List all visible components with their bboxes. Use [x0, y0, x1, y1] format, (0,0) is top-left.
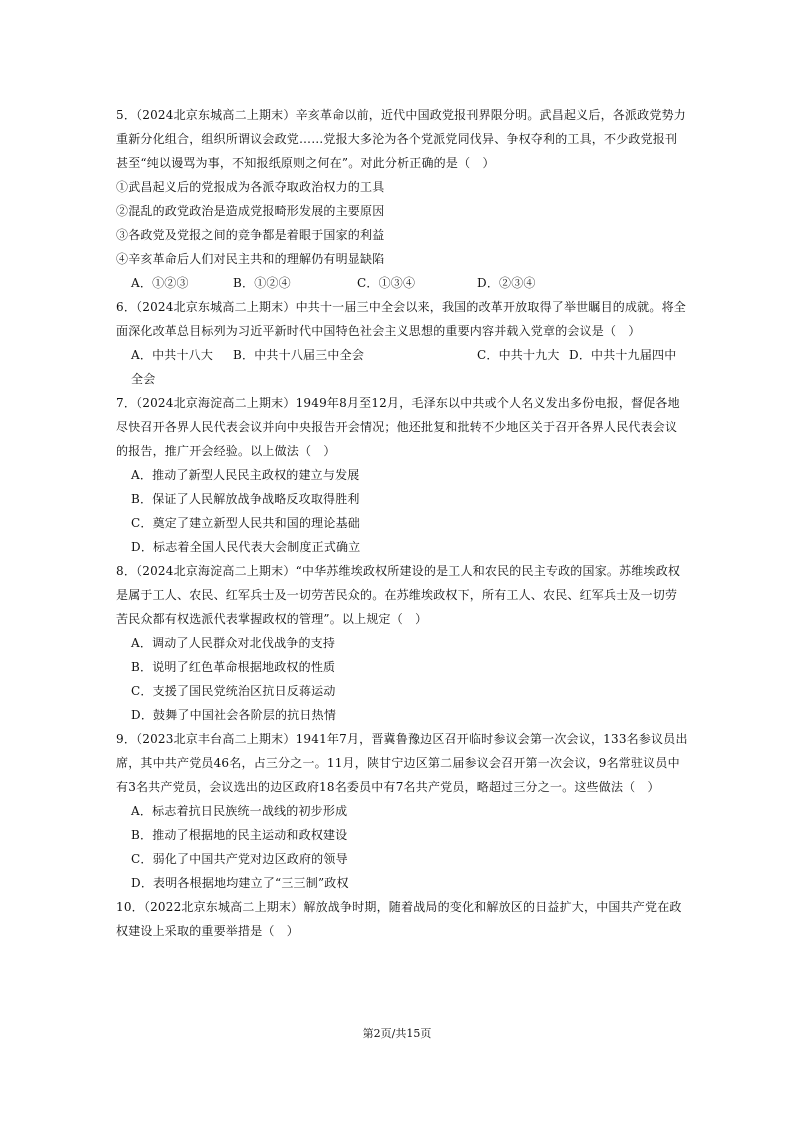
q7-stem-line-2: 尽快召开各界人民代表会议并向中央报告开会情况；他还批复和批转不少地区关于召开各界人民代表会议: [116, 420, 678, 434]
q9-option-a: A．标志着抗日民族统一战线的初步形成: [131, 804, 348, 818]
q7-stem-line-3: 的报告，推广开会经验。以上做法（ ）: [116, 444, 336, 458]
q6-option-c: C．中共十九大: [477, 348, 560, 362]
q5-option-b: B．①②④: [233, 276, 291, 290]
q6-stem-line-1: 6．（2024北京东城高二上期末）中共十一届三中全会以来，我国的改革开放取得了举世瞩目的成就。将全: [116, 300, 686, 314]
q5-statement-3: ③各政党及党报之间的竞争都是着眼于国家的利益: [116, 228, 385, 242]
q5-option-d: D．②③④: [477, 276, 536, 290]
q6-options: [0, 347, 794, 363]
q8-option-b: B．说明了红色革命根据地政权的性质: [131, 660, 336, 674]
q7-option-a: A．推动了新型人民民主政权的建立与发展: [131, 468, 360, 482]
q8-stem-line-2: 是属于工人、农民、红军兵士及一切劳苦民众的。在苏维埃政权下，所有工人、农民、红军兵士及一切劳: [116, 588, 678, 602]
q5-stem-line-1: 5．（2024北京东城高二上期末）辛亥革命以前，近代中国政党报刊界限分明。武昌起义后，各派政党势力: [116, 108, 686, 122]
q6-option-a: A．中共十八大: [131, 348, 214, 362]
q9-stem-line-2: 席，其中共产党员46名，占三分之一。11月，陕甘宁边区第二届参议会召开第一次会议，9名常驻议员中: [116, 756, 680, 770]
q5-stem-line-3: 甚至“纯以谩骂为事，不知报纸原则之何在”。对此分析正确的是（ ）: [116, 156, 495, 170]
q9-stem-line-1: 9．（2023北京丰台高二上期末）1941年7月，晋冀鲁豫边区召开临时参议会第一次会议，133名参议员出: [116, 732, 688, 746]
q10-stem-line-2: 权建设上采取的重要举措是（ ）: [116, 924, 300, 938]
q8-option-a: A．调动了人民群众对北伐战争的支持: [131, 636, 336, 650]
q8-stem-line-3: 苦民众都有权选派代表掌握政权的管理”。以上规定（ ）: [116, 612, 428, 626]
q5-stem-line-2: 重新分化组合，组织所谓议会政党……党报大多沦为各个党派党同伐异、争权夺利的工具，不少政党报刊: [116, 132, 678, 146]
q6-option-b: B．中共十八届三中全会: [233, 348, 365, 362]
q5-option-c: C．①③④: [357, 276, 416, 290]
q5-statement-1: ①武昌起义后的党报成为各派夺取政治权力的工具: [116, 180, 385, 194]
q6-option-d-continued: 全会: [131, 372, 156, 386]
q7-option-c: C．奠定了建立新型人民共和国的理论基础: [131, 516, 360, 530]
q6-option-d: D．中共十九届四中: [569, 348, 677, 362]
q5-statement-2: ②混乱的政党政治是造成党报畸形发展的主要原因: [116, 204, 385, 218]
q9-option-d: D．表明各根据地均建立了“三三制”政权: [131, 876, 349, 890]
q8-option-c: C．支援了国民党统治区抗日反蒋运动: [131, 684, 336, 698]
q9-stem-line-3: 有3名共产党员，会议选出的边区政府18名委员中有7名共产党员，略超过三分之一。这些做法（ ）: [116, 780, 660, 794]
q7-stem-line-1: 7．（2024北京海淀高二上期末）1949年8月至12月，毛泽东以中共或个人名义发出多份电报，督促各地: [116, 396, 680, 410]
q5-statement-4: ④辛亥革命后人们对民主共和的理解仍有明显缺陷: [116, 252, 385, 266]
q7-option-d: D．标志着全国人民代表大会制度正式确立: [131, 540, 361, 554]
q5-option-a: A．①②③: [131, 276, 189, 290]
q7-option-b: B．保证了人民解放战争战略反攻取得胜利: [131, 492, 360, 506]
q8-option-d: D．鼓舞了中国社会各阶层的抗日热情: [131, 708, 337, 722]
page-number-footer: 第2页/共15页: [362, 1027, 432, 1040]
q8-stem-line-1: 8．（2024北京海淀高二上期末）“中华苏维埃政权所建设的是工人和农民的民主专政的国家。苏维埃政权: [116, 564, 681, 578]
q9-option-b: B．推动了根据地的民主运动和政权建设: [131, 828, 348, 842]
q6-stem-line-2: 面深化改革总目标列为习近平新时代中国特色社会主义思想的重要内容并载入党章的会议是（ ）: [116, 324, 641, 338]
q9-option-c: C．弱化了中国共产党对边区政府的领导: [131, 852, 348, 866]
q10-stem-line-1: 10．（2022北京东城高二上期末）解放战争时期，随着战局的变化和解放区的日益扩大，中国共产党在政: [116, 900, 682, 914]
q5-options: [0, 275, 794, 291]
